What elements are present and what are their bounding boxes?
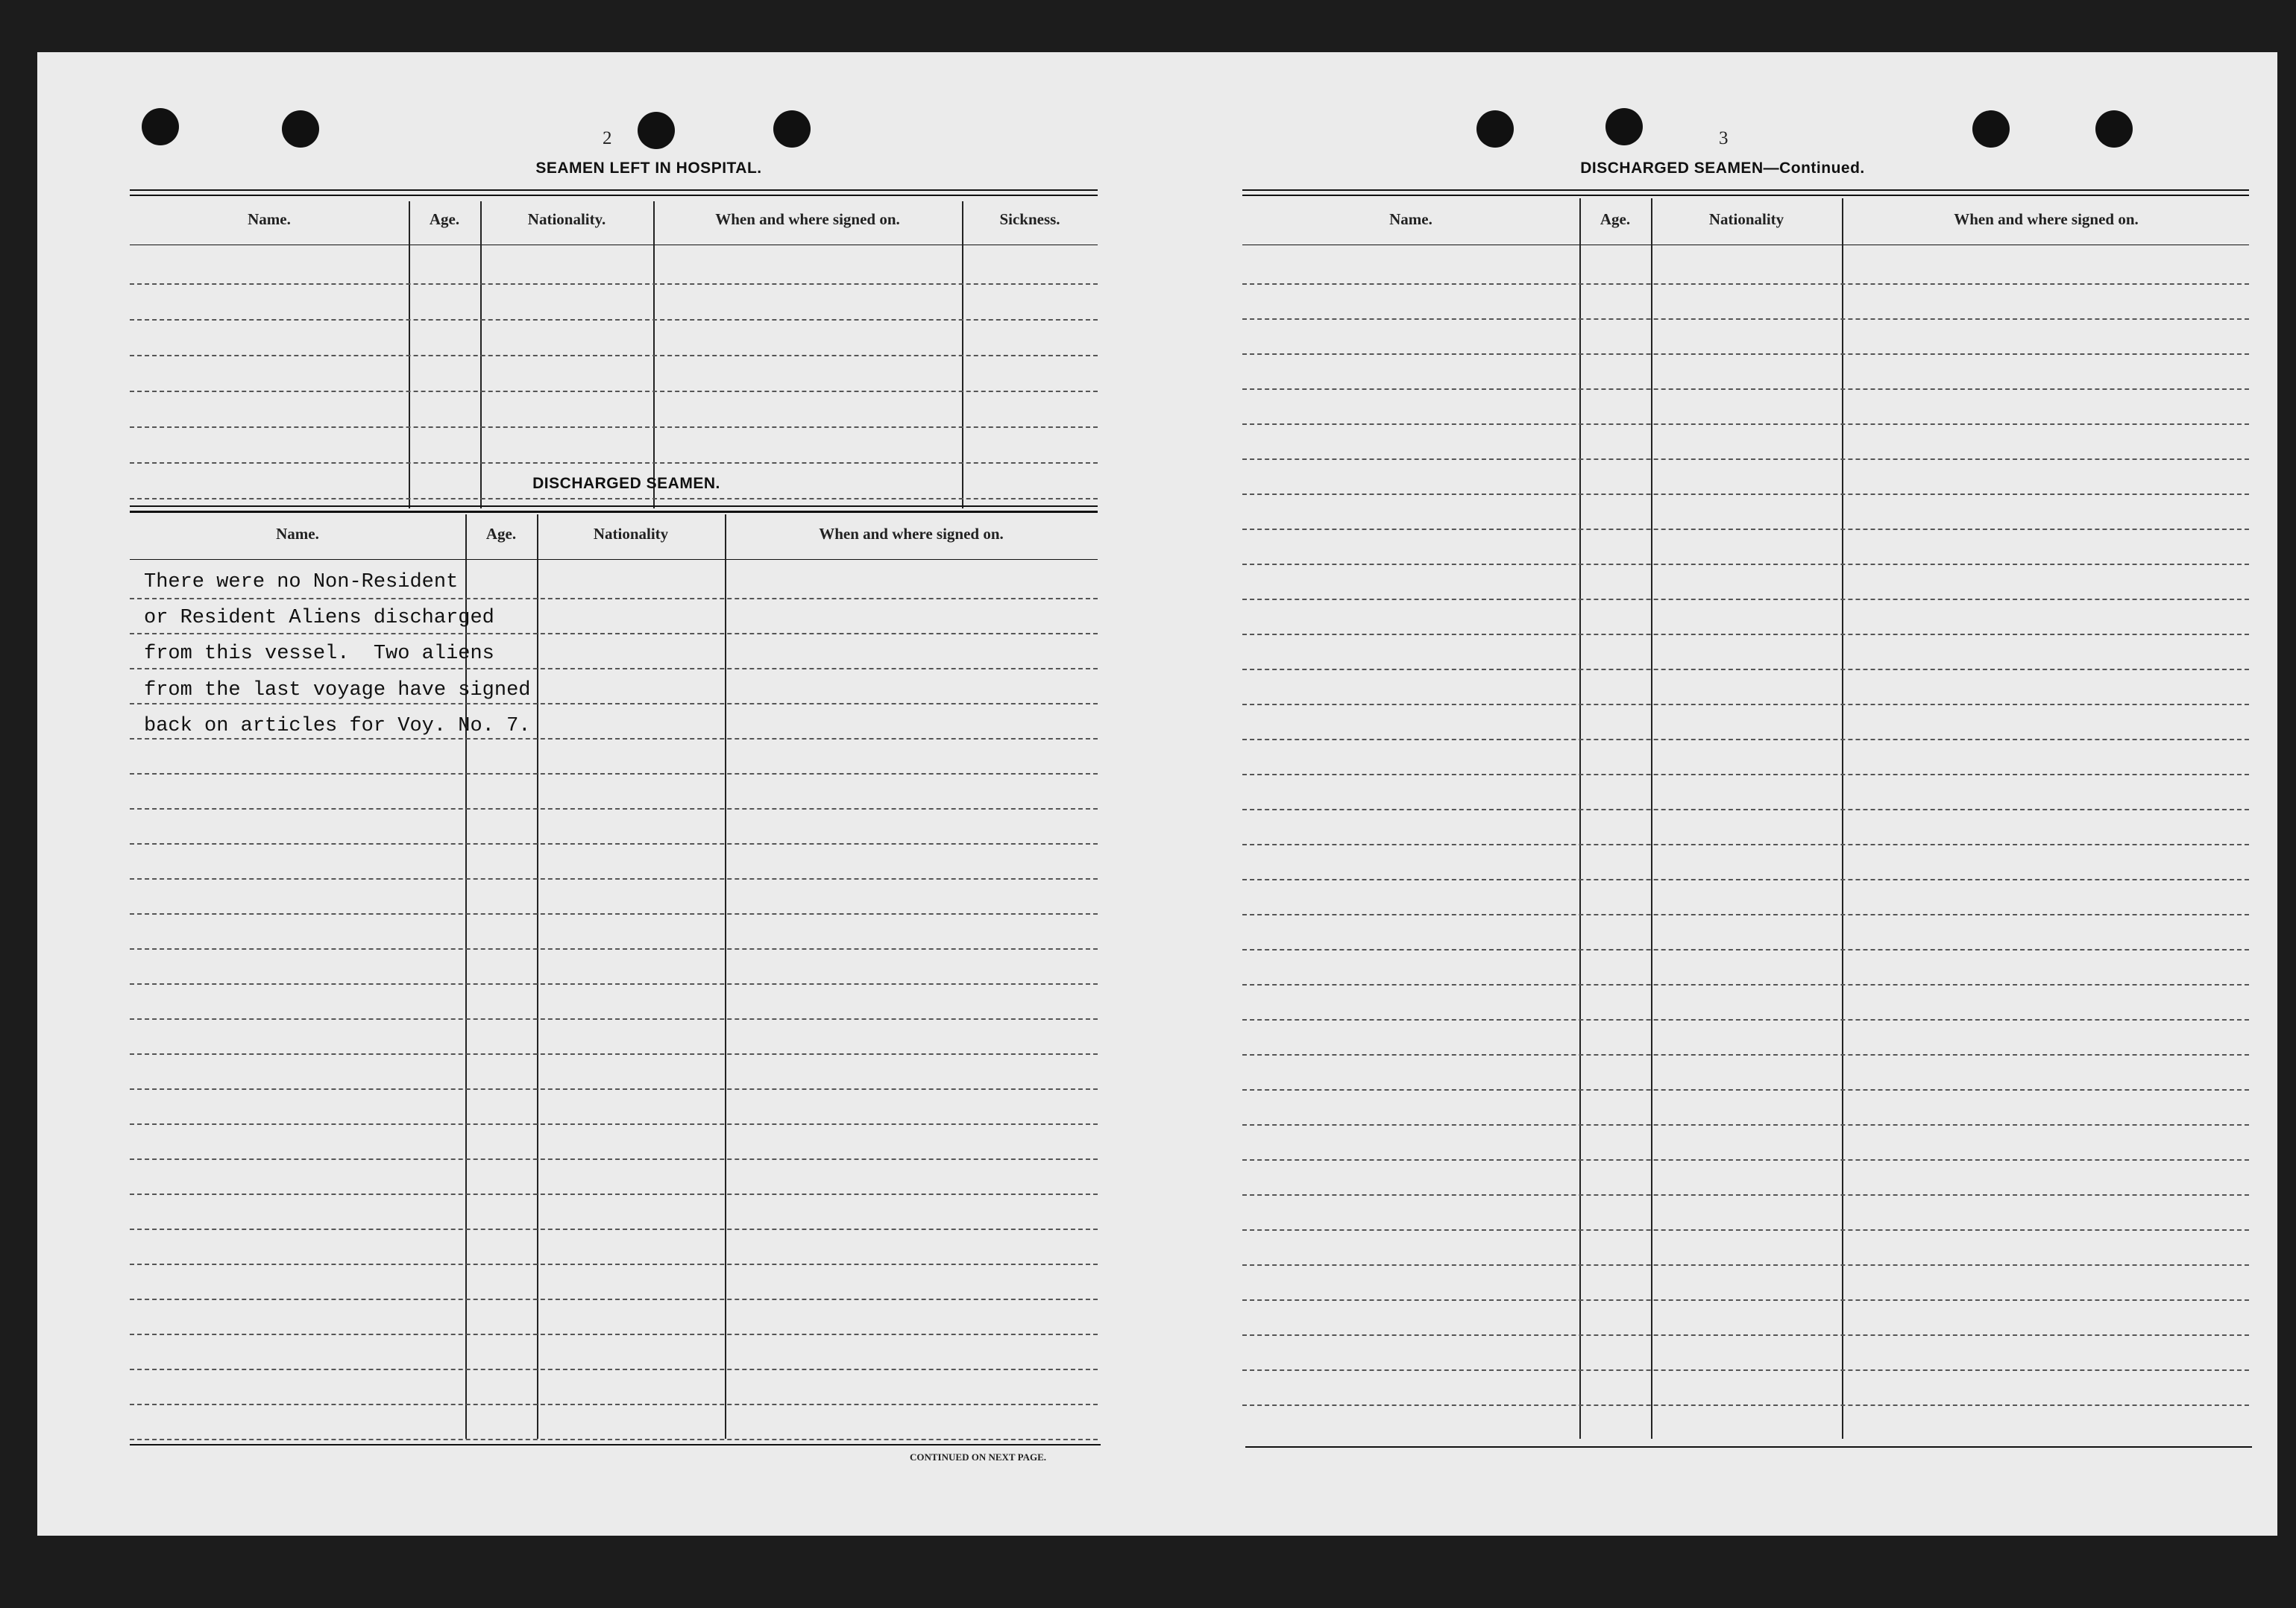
entry-line <box>130 1369 1098 1370</box>
entry-line <box>130 773 1098 775</box>
hospital-col-signed-on: When and where signed on. <box>715 210 900 228</box>
entry-line <box>1242 318 2249 320</box>
rule <box>1242 189 2249 191</box>
entry-line <box>1242 529 2249 530</box>
right-col-nationality: Nationality <box>1708 210 1784 228</box>
entry-line <box>130 913 1098 915</box>
entry-line <box>1242 1159 2249 1161</box>
discharged-col-name: Name. <box>276 525 319 543</box>
typed-note-line: back on articles for Voy. No. 7. <box>144 715 531 737</box>
entry-line <box>130 598 1098 599</box>
entry-line <box>1242 1264 2249 1266</box>
entry-line <box>1242 984 2249 986</box>
entry-line <box>130 1229 1098 1230</box>
entry-line <box>1242 388 2249 390</box>
entry-line <box>1242 423 2249 425</box>
rule <box>130 559 1098 560</box>
entry-line <box>130 498 1098 499</box>
entry-line <box>130 633 1098 634</box>
punch-hole <box>282 110 319 148</box>
hospital-section-title: SEAMEN LEFT IN HOSPITAL. <box>535 160 762 177</box>
entry-line <box>1242 1194 2249 1196</box>
entry-line <box>1242 1299 2249 1301</box>
hospital-col-nationality: Nationality. <box>527 210 606 228</box>
col-divider <box>537 514 538 1439</box>
rule <box>1242 195 2249 196</box>
rule <box>130 1444 1101 1445</box>
typed-note-line: from this vessel. Two aliens <box>144 643 494 665</box>
entry-line <box>1242 1124 2249 1126</box>
entry-line <box>130 1299 1098 1300</box>
entry-line <box>130 703 1098 704</box>
entry-line <box>1242 1404 2249 1406</box>
entry-line <box>130 462 1098 464</box>
entry-line <box>1242 283 2249 285</box>
right-page-number: 3 <box>1719 128 1729 148</box>
entry-line <box>130 1194 1098 1195</box>
entry-line <box>1242 774 2249 775</box>
form-sheet <box>37 52 2277 1536</box>
discharged-col-nationality: Nationality <box>593 525 669 543</box>
entry-line <box>130 1334 1098 1335</box>
punch-hole <box>1605 108 1643 145</box>
punch-hole <box>142 108 179 145</box>
entry-line <box>1242 1019 2249 1021</box>
entry-line <box>130 283 1098 285</box>
entry-line <box>1242 914 2249 915</box>
discharged-col-signed-on: When and where signed on. <box>819 525 1004 543</box>
punch-hole <box>773 110 811 148</box>
punch-hole <box>1476 110 1514 148</box>
entry-line <box>1242 1054 2249 1056</box>
col-divider <box>725 514 726 1439</box>
entry-line <box>1242 1229 2249 1231</box>
entry-line <box>130 1404 1098 1405</box>
entry-line <box>1242 458 2249 460</box>
entry-line <box>1242 809 2249 810</box>
rule <box>130 189 1098 191</box>
entry-line <box>1242 1089 2249 1091</box>
hospital-col-age: Age. <box>429 210 460 228</box>
rule <box>130 511 1098 512</box>
entry-line <box>1242 564 2249 565</box>
entry-line <box>1242 739 2249 740</box>
entry-line <box>130 355 1098 356</box>
entry-line <box>1242 599 2249 600</box>
entry-line <box>130 391 1098 392</box>
col-divider <box>1842 198 1843 1439</box>
continued-footer: CONTINUED ON NEXT PAGE. <box>910 1451 1046 1463</box>
discharged-section-title: DISCHARGED SEAMEN. <box>532 475 720 492</box>
entry-line <box>1242 949 2249 950</box>
entry-line <box>130 1053 1098 1055</box>
entry-line <box>130 843 1098 845</box>
entry-line <box>1242 704 2249 705</box>
col-divider <box>1651 198 1652 1439</box>
entry-line <box>130 1123 1098 1125</box>
right-col-signed-on: When and where signed on. <box>1954 210 2139 228</box>
entry-line <box>130 808 1098 810</box>
entry-line <box>130 1018 1098 1020</box>
entry-line <box>1242 879 2249 880</box>
rule <box>1245 1446 2252 1448</box>
typed-note-line: from the last voyage have signed <box>144 679 531 701</box>
entry-line <box>1242 669 2249 670</box>
entry-line <box>1242 1334 2249 1336</box>
entry-line <box>130 738 1098 740</box>
entry-line <box>130 319 1098 321</box>
entry-line <box>130 426 1098 428</box>
entry-line <box>130 948 1098 950</box>
entry-line <box>130 1264 1098 1265</box>
entry-line <box>1242 634 2249 635</box>
typed-note-line: There were no Non-Resident <box>144 571 459 593</box>
entry-line <box>130 668 1098 669</box>
entry-line <box>1242 844 2249 845</box>
punch-hole <box>2095 110 2133 148</box>
right-section-title: DISCHARGED SEAMEN—Continued. <box>1580 160 1865 177</box>
discharged-col-age: Age. <box>485 525 517 543</box>
hospital-col-sickness: Sickness. <box>999 210 1060 228</box>
entry-line <box>130 1158 1098 1160</box>
punch-hole <box>1972 110 2010 148</box>
punch-hole <box>638 112 675 149</box>
col-divider <box>1579 198 1581 1439</box>
entry-line <box>130 1439 1098 1440</box>
hospital-col-name: Name. <box>248 210 291 228</box>
right-col-age: Age. <box>1600 210 1631 228</box>
left-page-number: 2 <box>603 128 612 148</box>
entry-line <box>1242 1369 2249 1371</box>
entry-line <box>130 983 1098 985</box>
entry-line <box>1242 494 2249 495</box>
typed-note-line: or Resident Aliens discharged <box>144 607 494 629</box>
entry-line <box>130 878 1098 880</box>
rule <box>130 195 1098 196</box>
right-col-name: Name. <box>1389 210 1432 228</box>
rule <box>130 505 1098 507</box>
entry-line <box>1242 353 2249 355</box>
entry-line <box>130 1088 1098 1090</box>
